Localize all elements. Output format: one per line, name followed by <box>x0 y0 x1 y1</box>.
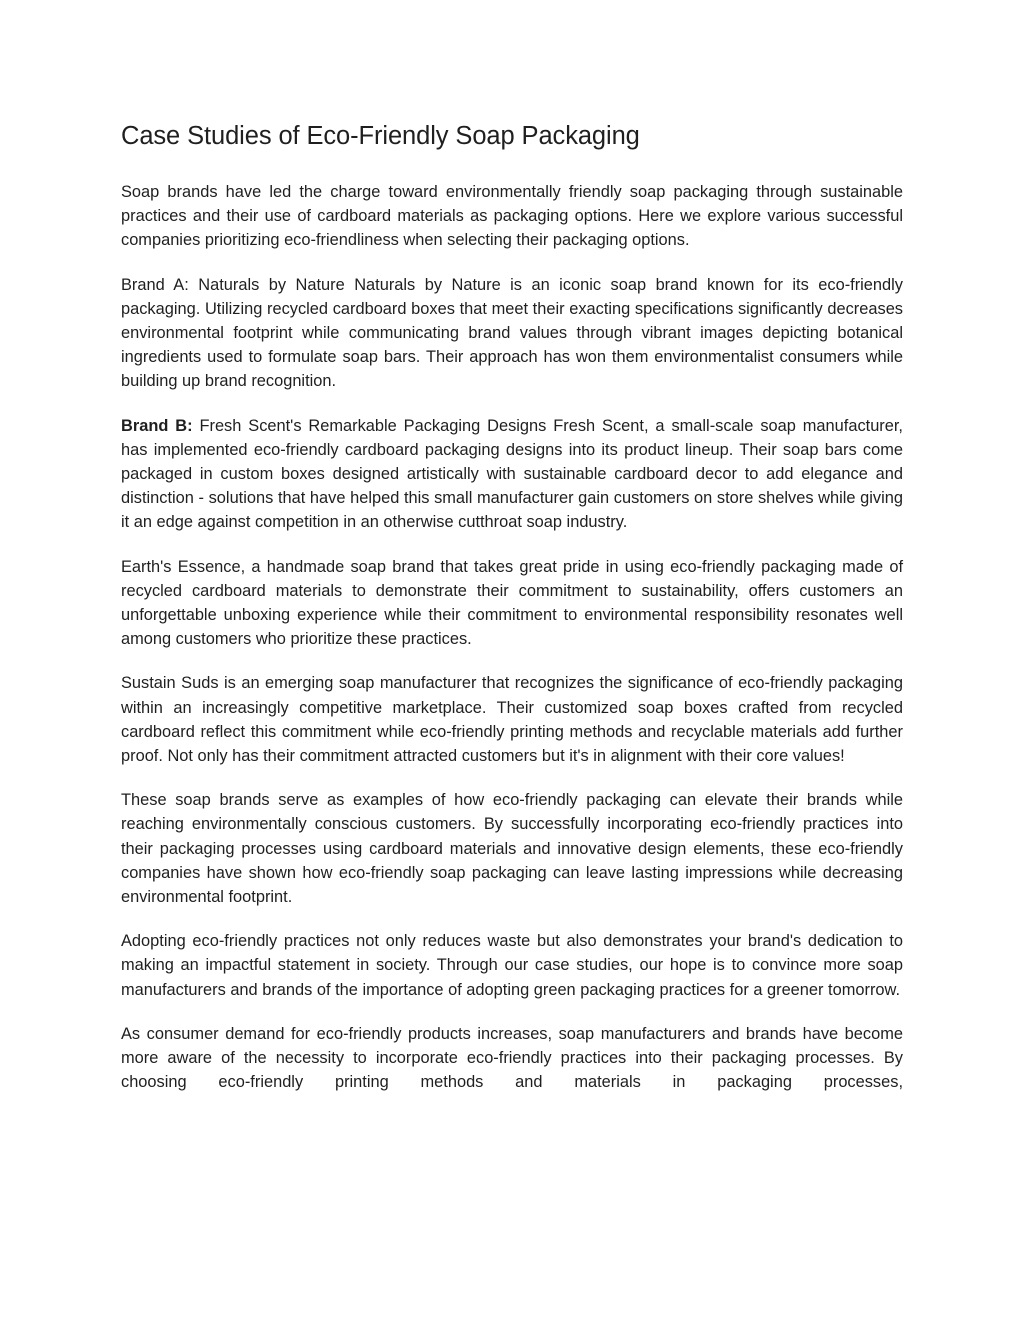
paragraph-lead: Brand B: <box>121 416 193 435</box>
paragraph-text: Earth's Essence, a handmade soap brand that takes great pride in using eco-friendly packaging made of recycled cardboard materials to demonstrate their commitment to sustainability, offers customers an unforgettable unboxing experience while their commitment to environmental responsibility resonates well among customers who prioritize these practices. <box>121 557 903 649</box>
paragraph-intro <box>121 180 903 253</box>
paragraph-text: As consumer demand for eco-friendly products increases, soap manufacturers and brands have become more aware of the necessity to incorporate eco-friendly practices into their packaging processes. By choosing eco-friendly printing methods and materials in packaging processes, <box>121 1024 903 1092</box>
paragraph-adopting <box>121 929 903 1002</box>
paragraph-text: Fresh Scent's Remarkable Packaging Designs Fresh Scent, a small-scale soap manufacturer, has implemented eco-friendly cardboard packaging designs into its product lineup. Their soap bars come packaged in custom boxes designed artistically with sustainable cardboard decor to add elegance and distinction - solutions that have helped this small manufacturer gain customers on store shelves while giving it an edge against competition in an otherwise cutthroat soap industry. <box>121 416 903 532</box>
document-title: Case Studies of Eco-Friendly Soap Packaging <box>121 122 640 150</box>
paragraph-examples <box>121 788 903 909</box>
paragraph-text: Adopting eco-friendly practices not only reduces waste but also demonstrates your brand's dedication to making an impactful statement in society. Through our case studies, our hope is to convince more soap manufacturers and brands of the importance of adopting green packaging practices for a greener tomorrow. <box>121 932 903 999</box>
paragraph-earths-essence <box>121 555 903 652</box>
paragraph-consumer-demand <box>121 1022 903 1095</box>
paragraph-text: Sustain Suds is an emerging soap manufacturer that recognizes the significance of eco-friendly packaging within an increasingly competitive marketplace. Their customized soap boxes crafted from recycled cardboard reflect this commitment while eco-friendly printing methods and recyclable materials add further proof. Not only has their commitment attracted customers but it's in alignment with their core values! <box>121 674 903 766</box>
paragraph-sustain-suds <box>121 671 903 768</box>
paragraph-text: Brand A: Naturals by Nature Naturals by Nature is an iconic soap brand known for its eco-friendly packaging. Utilizing recycled cardboard boxes that meet their exacting specifications significantly decreases environmental footprint while communicating brand values through vibrant images depicting botanical ingredients used to formulate soap bars. Their approach has won them environmentalist consumers while building up brand recognition. <box>121 275 903 391</box>
document-page <box>121 118 903 1095</box>
paragraph-text: Soap brands have led the charge toward environmentally friendly soap packaging through sustainable practices and their use of cardboard materials as packaging options. Here we explore various successful companies prioritizing eco-friendliness when selecting their packaging options. <box>121 183 903 250</box>
paragraph-text: These soap brands serve as examples of how eco-friendly packaging can elevate their brands while reaching environmentally conscious customers. By successfully incorporating eco-friendly practices into their packaging processes using cardboard materials and innovative design elements, these eco-friendly companies have shown how eco-friendly soap packaging can leave lasting impressions while decreasing environmental footprint. <box>121 791 903 907</box>
paragraph-brand-a <box>121 273 903 394</box>
paragraph-brand-b <box>121 414 903 535</box>
